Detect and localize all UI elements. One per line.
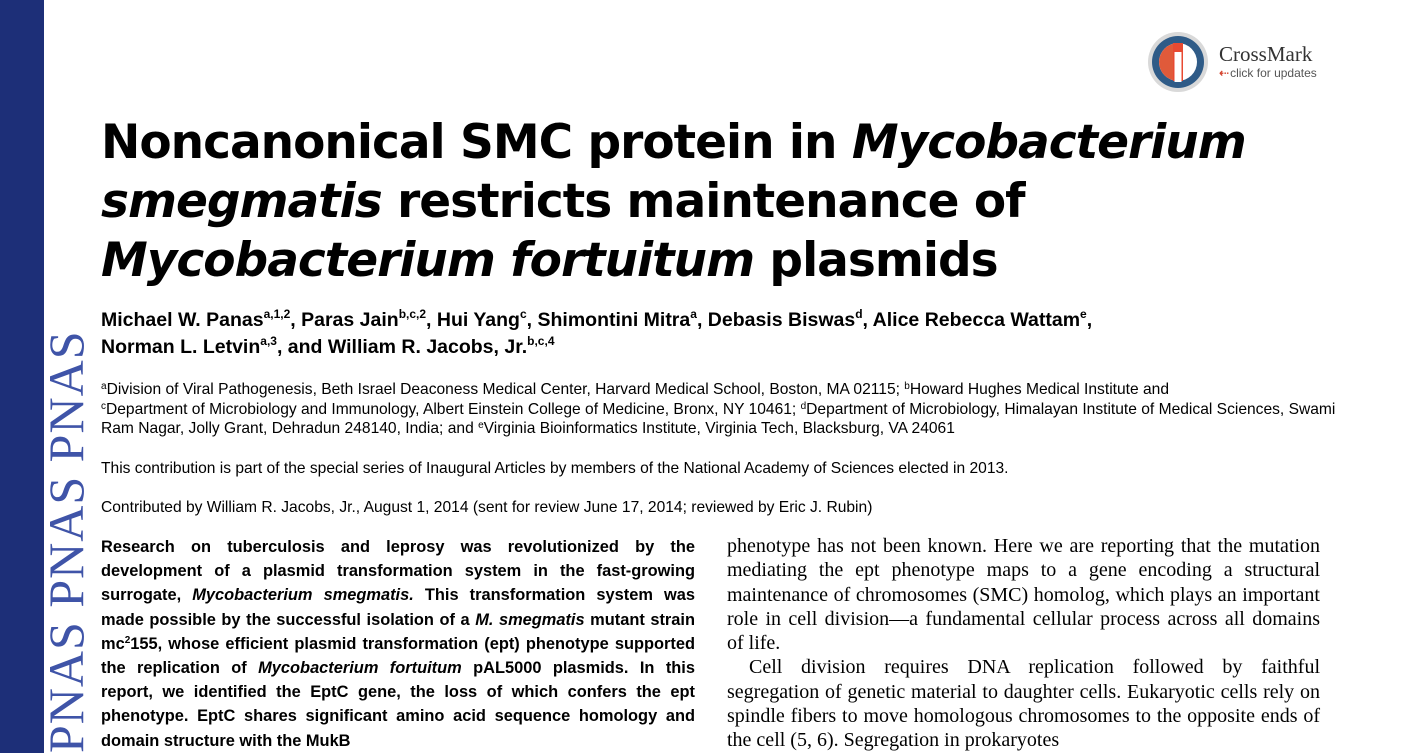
- author-separator: ,: [290, 309, 302, 331]
- author[interactable]: [538, 309, 697, 331]
- affiliation-text: Howard Hughes Medical Institute and: [909, 381, 1170, 398]
- affiliation-text: Department of Microbiology and Immunology, Albert Einstein College of Medicine, Bronx, NY 10461;: [106, 400, 801, 418]
- affiliation-mark: b: [904, 381, 910, 392]
- contributed-by: Contributed by William R. Jacobs, Jr., August 1, 2014 (sent for review June 17, 2014; reviewed by Eric J. Rubin): [101, 499, 873, 516]
- author-affiliation-mark: c: [519, 307, 527, 321]
- article-title: [101, 113, 1331, 290]
- title-part: restricts maintenance of: [381, 174, 1025, 229]
- journal-sidebar-text: PNAS PNAS PNAS: [38, 330, 94, 753]
- crossmark-badge[interactable]: [1146, 30, 1326, 94]
- author-name[interactable]: Shimontini Mitra: [537, 309, 691, 331]
- affiliation-mark: a: [101, 381, 107, 392]
- abstract-species: M. smegmatis: [475, 610, 585, 629]
- author[interactable]: [101, 336, 277, 358]
- author-affiliation-mark: b,c,2: [398, 307, 427, 321]
- abstract-run: This transformation system was made possible by the successful isolation of a: [101, 586, 695, 629]
- abstract-run: 155, whose efficient plasmid transformation (ept) phenotype supported the replication of: [101, 634, 695, 678]
- author[interactable]: [328, 336, 555, 358]
- body-text: [727, 534, 1320, 753]
- author-name[interactable]: Alice Rebecca Wattam: [872, 309, 1081, 331]
- affiliations: [101, 380, 1341, 439]
- author[interactable]: [301, 309, 426, 331]
- author-affiliation-mark: a: [690, 307, 697, 321]
- crossmark-link[interactable]: [1219, 66, 1317, 80]
- abstract-species: Mycobacterium smegmatis.: [192, 586, 414, 605]
- author[interactable]: [708, 309, 863, 331]
- journal-sidebar: [0, 0, 94, 753]
- abstract-species: Mycobacterium fortuitum: [258, 659, 462, 678]
- body-paragraph: Cell division requires DNA replication followed by faithful segregation of genetic material to daughter cells. Eukaryotic cells rely on spindle fibers to move homologous chromosomes to the opposite ends of the cell (5, 6). Segregation in prokaryotes: [727, 656, 1320, 752]
- crossmark-name: CrossMark: [1219, 42, 1313, 66]
- author-name[interactable]: Norman L. Letvin: [101, 336, 261, 358]
- title-part: plasmids: [754, 233, 998, 288]
- author-separator: ,: [862, 309, 873, 331]
- arrow-left-icon: ⇠: [1219, 66, 1230, 80]
- abstract-run: Research on tuberculosis and leprosy was revolutionized by the development of a plasmid transformation system in the fast-growing surrogate,: [101, 538, 695, 605]
- abstract-run: pAL5000 plasmids. In this report, we identified the EptC gene, the loss of which confers the ept phenotype. EptC shares significant amino acid sequence homology and domain structure with the MukB: [101, 659, 695, 750]
- affiliation-text: Department of Microbiology, Himalayan Institute of Medical Sciences, Swami Ram Nagar, Jolly Grant, Dehradun 248140, India; and: [101, 400, 1336, 437]
- title-species: Mycobacterium fortuitum: [101, 233, 755, 288]
- author[interactable]: [101, 309, 290, 331]
- affiliation-text: Division of Viral Pathogenesis, Beth Israel Deaconess Medical Center, Harvard Medical School, Boston, MA 02115;: [106, 381, 905, 398]
- author-affiliation-mark: b,c,4: [527, 334, 555, 348]
- author-affiliation-mark: a,1,2: [263, 307, 291, 321]
- author-name[interactable]: Paras Jain: [301, 309, 399, 331]
- crossmark-subtitle: click for updates: [1230, 66, 1317, 80]
- body-paragraph: phenotype has not been known. Here we are reporting that the mutation mediating the ept phenotype maps to a gene encoding a structural maintenance of chromosomes (SMC) homolog, which plays an important role in cell division—a fundamental cellular process across all domains of life.: [727, 535, 1320, 655]
- crossmark-icon: [1146, 30, 1210, 94]
- author-affiliation-mark: a,3: [260, 334, 277, 348]
- author-name[interactable]: Michael W. Panas: [101, 309, 264, 331]
- contribution-note: This contribution is part of the special series of Inaugural Articles by members of the National Academy of Sciences elected in 2013.: [101, 460, 1009, 477]
- author-name[interactable]: William R. Jacobs, Jr.: [327, 336, 528, 358]
- author-separator: ,: [1086, 309, 1093, 331]
- title-species: Mycobacterium smegmatis: [101, 115, 1246, 229]
- title-part: Noncanonical SMC protein in: [101, 115, 852, 170]
- abstract-run: mutant strain mc: [101, 610, 695, 653]
- abstract: [101, 535, 695, 753]
- author[interactable]: [873, 309, 1087, 331]
- abstract-superscript: 2: [124, 634, 131, 646]
- author-separator: ,: [696, 309, 708, 331]
- affiliation-mark: c: [101, 400, 106, 412]
- author-list: [101, 307, 1331, 361]
- affiliation-text: Virginia Bioinformatics Institute, Virginia Tech, Blacksburg, VA 24061: [483, 420, 955, 437]
- author-separator: ,: [526, 309, 538, 331]
- abstract-text: [101, 535, 695, 753]
- author[interactable]: [437, 309, 527, 331]
- affiliation-mark: e: [478, 420, 484, 431]
- author-affiliation-mark: d: [855, 307, 863, 321]
- author-name[interactable]: Debasis Biswas: [707, 309, 856, 331]
- author-separator: ,: [426, 309, 437, 331]
- affiliation-mark: d: [800, 400, 807, 412]
- author-affiliation-mark: e: [1080, 307, 1087, 321]
- author-separator: , and: [276, 336, 328, 358]
- author-name[interactable]: Hui Yang: [436, 309, 520, 331]
